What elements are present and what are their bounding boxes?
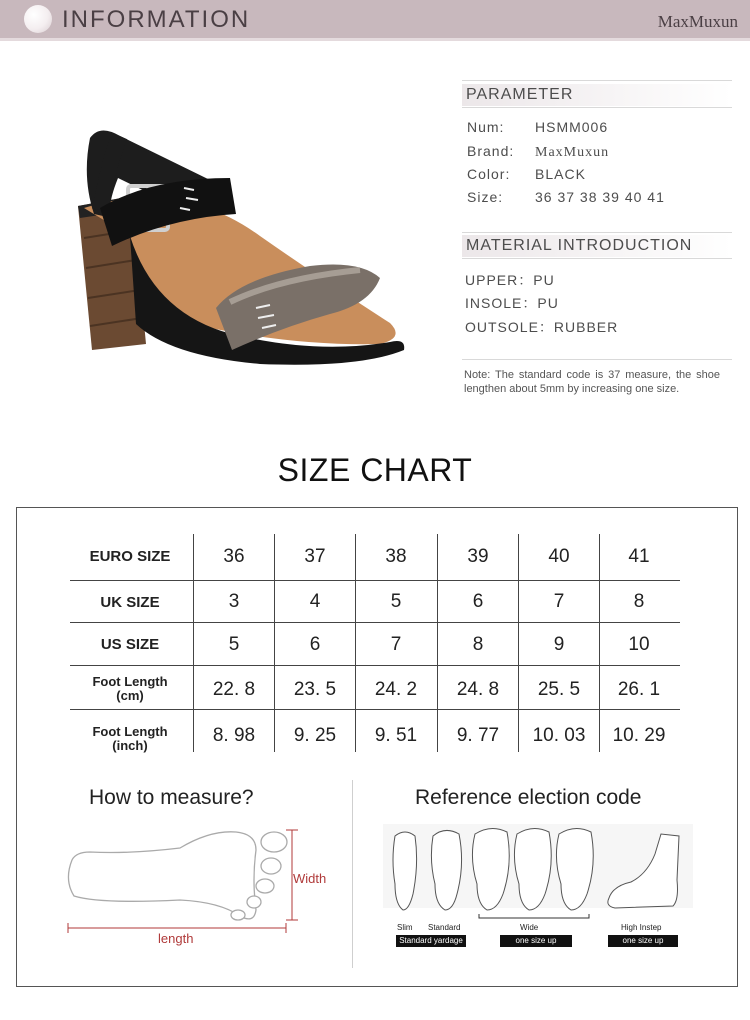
material-outsole: OUTSOLE：RUBBER — [465, 319, 619, 335]
ref-label-slim: Slim — [397, 923, 413, 932]
table-cell: 5 — [390, 591, 402, 612]
parameter-rule-bottom — [462, 107, 732, 108]
table-cell: 3 — [228, 591, 240, 612]
table-cell: 36 — [223, 546, 245, 567]
parameter-title: PARAMETER — [466, 86, 574, 103]
header-circle-icon — [24, 5, 52, 33]
material-rule — [462, 232, 732, 233]
table-cell: 22. 8 — [212, 679, 256, 700]
row-label-uk: UK SIZE — [100, 594, 160, 611]
row-label-main: Foot Length — [92, 674, 168, 689]
table-cell: 8 — [472, 634, 484, 655]
ref-label-wide: Wide — [520, 923, 539, 932]
table-cell: 5 — [228, 634, 240, 655]
row-label-main: Foot Length — [92, 724, 168, 739]
length-label: length — [158, 931, 194, 946]
ref-label-standard: Standard — [428, 923, 461, 932]
param-row-brand — [467, 143, 609, 161]
param-value: 36 37 38 39 40 41 — [535, 189, 665, 205]
table-cell: 41 — [628, 546, 650, 567]
note-rule — [462, 359, 732, 360]
material-title: MATERIAL INTRODUCTION — [466, 237, 693, 254]
table-cell: 38 — [385, 546, 407, 567]
width-label: Width — [293, 871, 327, 886]
param-key: Size: — [467, 189, 504, 205]
table-rule — [70, 580, 680, 581]
header-brand: MaxMuxun — [657, 12, 738, 31]
ref-label-high-instep: High Instep — [621, 923, 662, 932]
table-cell: 23. 5 — [293, 679, 337, 700]
table-cell: 10 — [628, 634, 650, 655]
badge-one-size-up-instep: one size up — [608, 935, 678, 947]
param-row-size — [467, 189, 665, 205]
param-row-color — [467, 166, 586, 182]
table-cell: 9. 51 — [374, 725, 418, 746]
table-cell: 40 — [548, 546, 570, 567]
row-label-foot-inch — [70, 725, 190, 753]
param-key: Num: — [467, 119, 505, 135]
row-label-unit: (inch) — [112, 738, 148, 753]
table-cell: 26. 1 — [617, 679, 661, 700]
table-cell: 7 — [390, 634, 402, 655]
row-label-us: US SIZE — [100, 636, 160, 653]
product-sandal-image — [60, 118, 420, 388]
table-cell: 25. 5 — [537, 679, 581, 700]
table-rule — [70, 709, 680, 710]
table-cell: 9 — [553, 634, 565, 655]
reference-title: Reference election code — [415, 786, 642, 809]
table-cell: 6 — [472, 591, 484, 612]
table-cell: 8. 98 — [212, 725, 256, 746]
table-cell: 10. 03 — [532, 725, 586, 746]
material-insole: INSOLE：PU — [465, 295, 559, 311]
material-upper: UPPER：PU — [465, 272, 555, 288]
row-label-foot-cm — [70, 675, 190, 703]
badge-one-size-up-wide: one size up — [500, 935, 572, 947]
how-to-measure-title: How to measure? — [89, 786, 254, 809]
table-cell: 24. 2 — [374, 679, 418, 700]
table-cell: 24. 8 — [456, 679, 500, 700]
table-cell: 39 — [467, 546, 489, 567]
badge-standard-yardage: Standard yardage — [396, 935, 466, 947]
header-title: INFORMATION — [62, 6, 251, 33]
table-cell: 7 — [553, 591, 565, 612]
table-rule — [70, 665, 680, 666]
table-cell: 10. 29 — [612, 725, 666, 746]
param-key: Color: — [467, 166, 511, 182]
row-label-euro: EURO SIZE — [89, 548, 171, 565]
header-divider — [0, 38, 750, 41]
table-cell: 4 — [309, 591, 321, 612]
param-value: BLACK — [535, 166, 586, 182]
param-row-num — [467, 119, 608, 135]
material-rule-bottom — [462, 258, 732, 259]
table-cell: 6 — [309, 634, 321, 655]
section-divider — [352, 780, 353, 968]
param-key: Brand: — [467, 143, 515, 159]
table-cell: 9. 77 — [456, 725, 500, 746]
param-value: HSMM006 — [535, 119, 609, 135]
size-note: Note: The standard code is 37 measure, the shoe lengthen about 5mm by increasing one size. — [464, 369, 720, 395]
table-cell: 8 — [633, 591, 645, 612]
row-label-unit: (cm) — [116, 688, 144, 703]
size-chart-title: SIZE CHART — [277, 452, 473, 488]
table-cell: 37 — [304, 546, 326, 567]
parameter-rule — [462, 80, 732, 81]
param-value: MaxMuxun — [535, 145, 610, 160]
table-rule — [70, 622, 680, 623]
table-cell: 9. 25 — [293, 725, 337, 746]
